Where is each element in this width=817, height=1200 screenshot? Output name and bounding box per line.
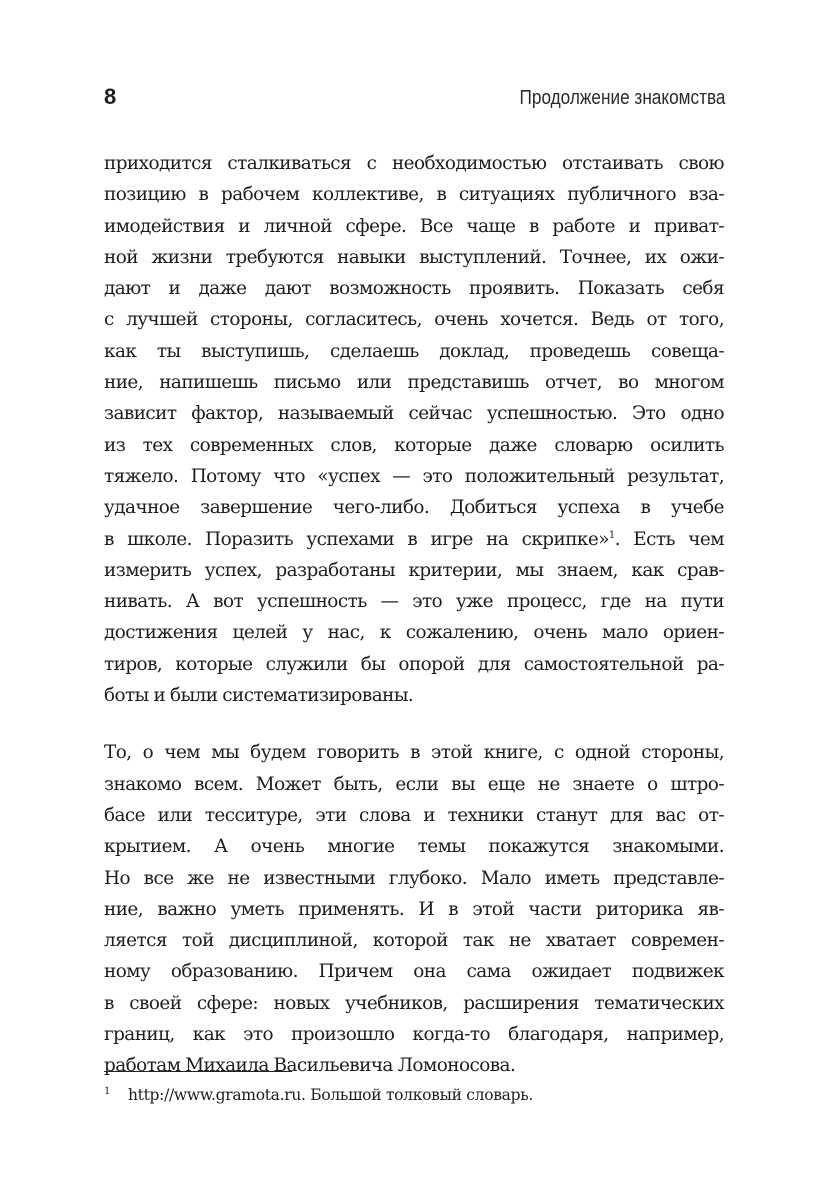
text-fragment: . Есть чем <box>614 528 725 550</box>
text-line: дают и даже дают возможность проявить. Показать себя <box>104 278 724 300</box>
text-line: ному образованию. Причем она сама ожидает подвижек <box>104 961 724 983</box>
text-line: ляется той дисциплиной, которой так не хватает современ- <box>104 930 724 952</box>
text-line: с лучшей стороны, согласитесь, очень хочется. Ведь от того, <box>104 309 724 331</box>
text-line: достижения целей у нас, к сожалению, очень мало ориен- <box>104 622 724 644</box>
text-line: Но все же не известными глубоко. Мало иметь представле- <box>104 867 724 889</box>
text-line: ние, напишешь письмо или представишь отчет, во многом <box>104 372 724 394</box>
text-line: ние, важно уметь применять. И в этой части риторика яв- <box>104 898 724 920</box>
text-line: имодействия и личной сфере. Все чаще в работе и приват- <box>104 215 724 237</box>
text-line: приходится сталкиваться с необходимостью отстаивать свою <box>104 153 724 174</box>
text-line: зависит фактор, называемый сейчас успешностью. Это одно <box>104 403 724 425</box>
text-line: То, о чем мы будем говорить в этой книге, с одной стороны, <box>104 742 724 764</box>
running-title: Продолжение знакомства <box>519 87 725 109</box>
footnote-text[interactable]: http://www.gramota.ru. Большой толковый словарь. <box>128 1086 533 1104</box>
text-line: как ты выступишь, сделаешь доклад, проведешь совеща- <box>104 340 724 362</box>
text-line: басе или тесситуре, эти слова и техники станут для вас от- <box>104 804 724 826</box>
text-line: границ, как это произошло когда-то благодаря, например, <box>104 1024 724 1046</box>
text-line: нивать. А вот успешность — это уже процесс, где на пути <box>104 591 724 613</box>
paragraph-1 <box>104 148 724 711</box>
text-line: крытием. А очень многие темы покажутся знакомыми. <box>104 836 724 858</box>
footnote: 1 http://www.gramota.ru. Большой толковый словарь. <box>104 1086 533 1104</box>
text-line-with-footnote-ref <box>104 524 724 555</box>
body-text <box>104 148 724 1082</box>
text-line: из тех современных слов, которые даже словарю осилить <box>104 434 724 456</box>
text-line: работам Михаила Васильевича Ломоносова. <box>104 1055 516 1077</box>
text-line: тиров, которые служили бы опорой для самостоятельной ра- <box>104 653 724 675</box>
footnote-reference[interactable]: 1 <box>608 529 615 541</box>
text-line: удачное завершение чего-либо. Добиться успеха в учебе <box>104 497 724 519</box>
text-line: измерить успех, разработаны критерии, мы знаем, как срав- <box>104 559 724 581</box>
text-line: тяжело. Потому что «успех — это положительный результат, <box>104 465 724 487</box>
text-fragment: в школе. Поразить успехами в игре на скрипке» <box>104 528 609 550</box>
text-line: позицию в рабочем коллективе, в ситуациях публичного вза- <box>104 184 724 206</box>
text-line: знакомо всем. Может быть, если вы еще не знаете о штро- <box>104 773 724 795</box>
paragraph-2 <box>104 737 724 1081</box>
footnote-divider <box>104 1071 292 1072</box>
text-line: боты и были систематизированы. <box>104 685 414 707</box>
page-number: 8 <box>104 84 117 109</box>
text-line: ной жизни требуются навыки выступлений. Точнее, их ожи- <box>104 246 724 268</box>
text-line: в своей сфере: новых учебников, расширения тематических <box>104 992 724 1014</box>
